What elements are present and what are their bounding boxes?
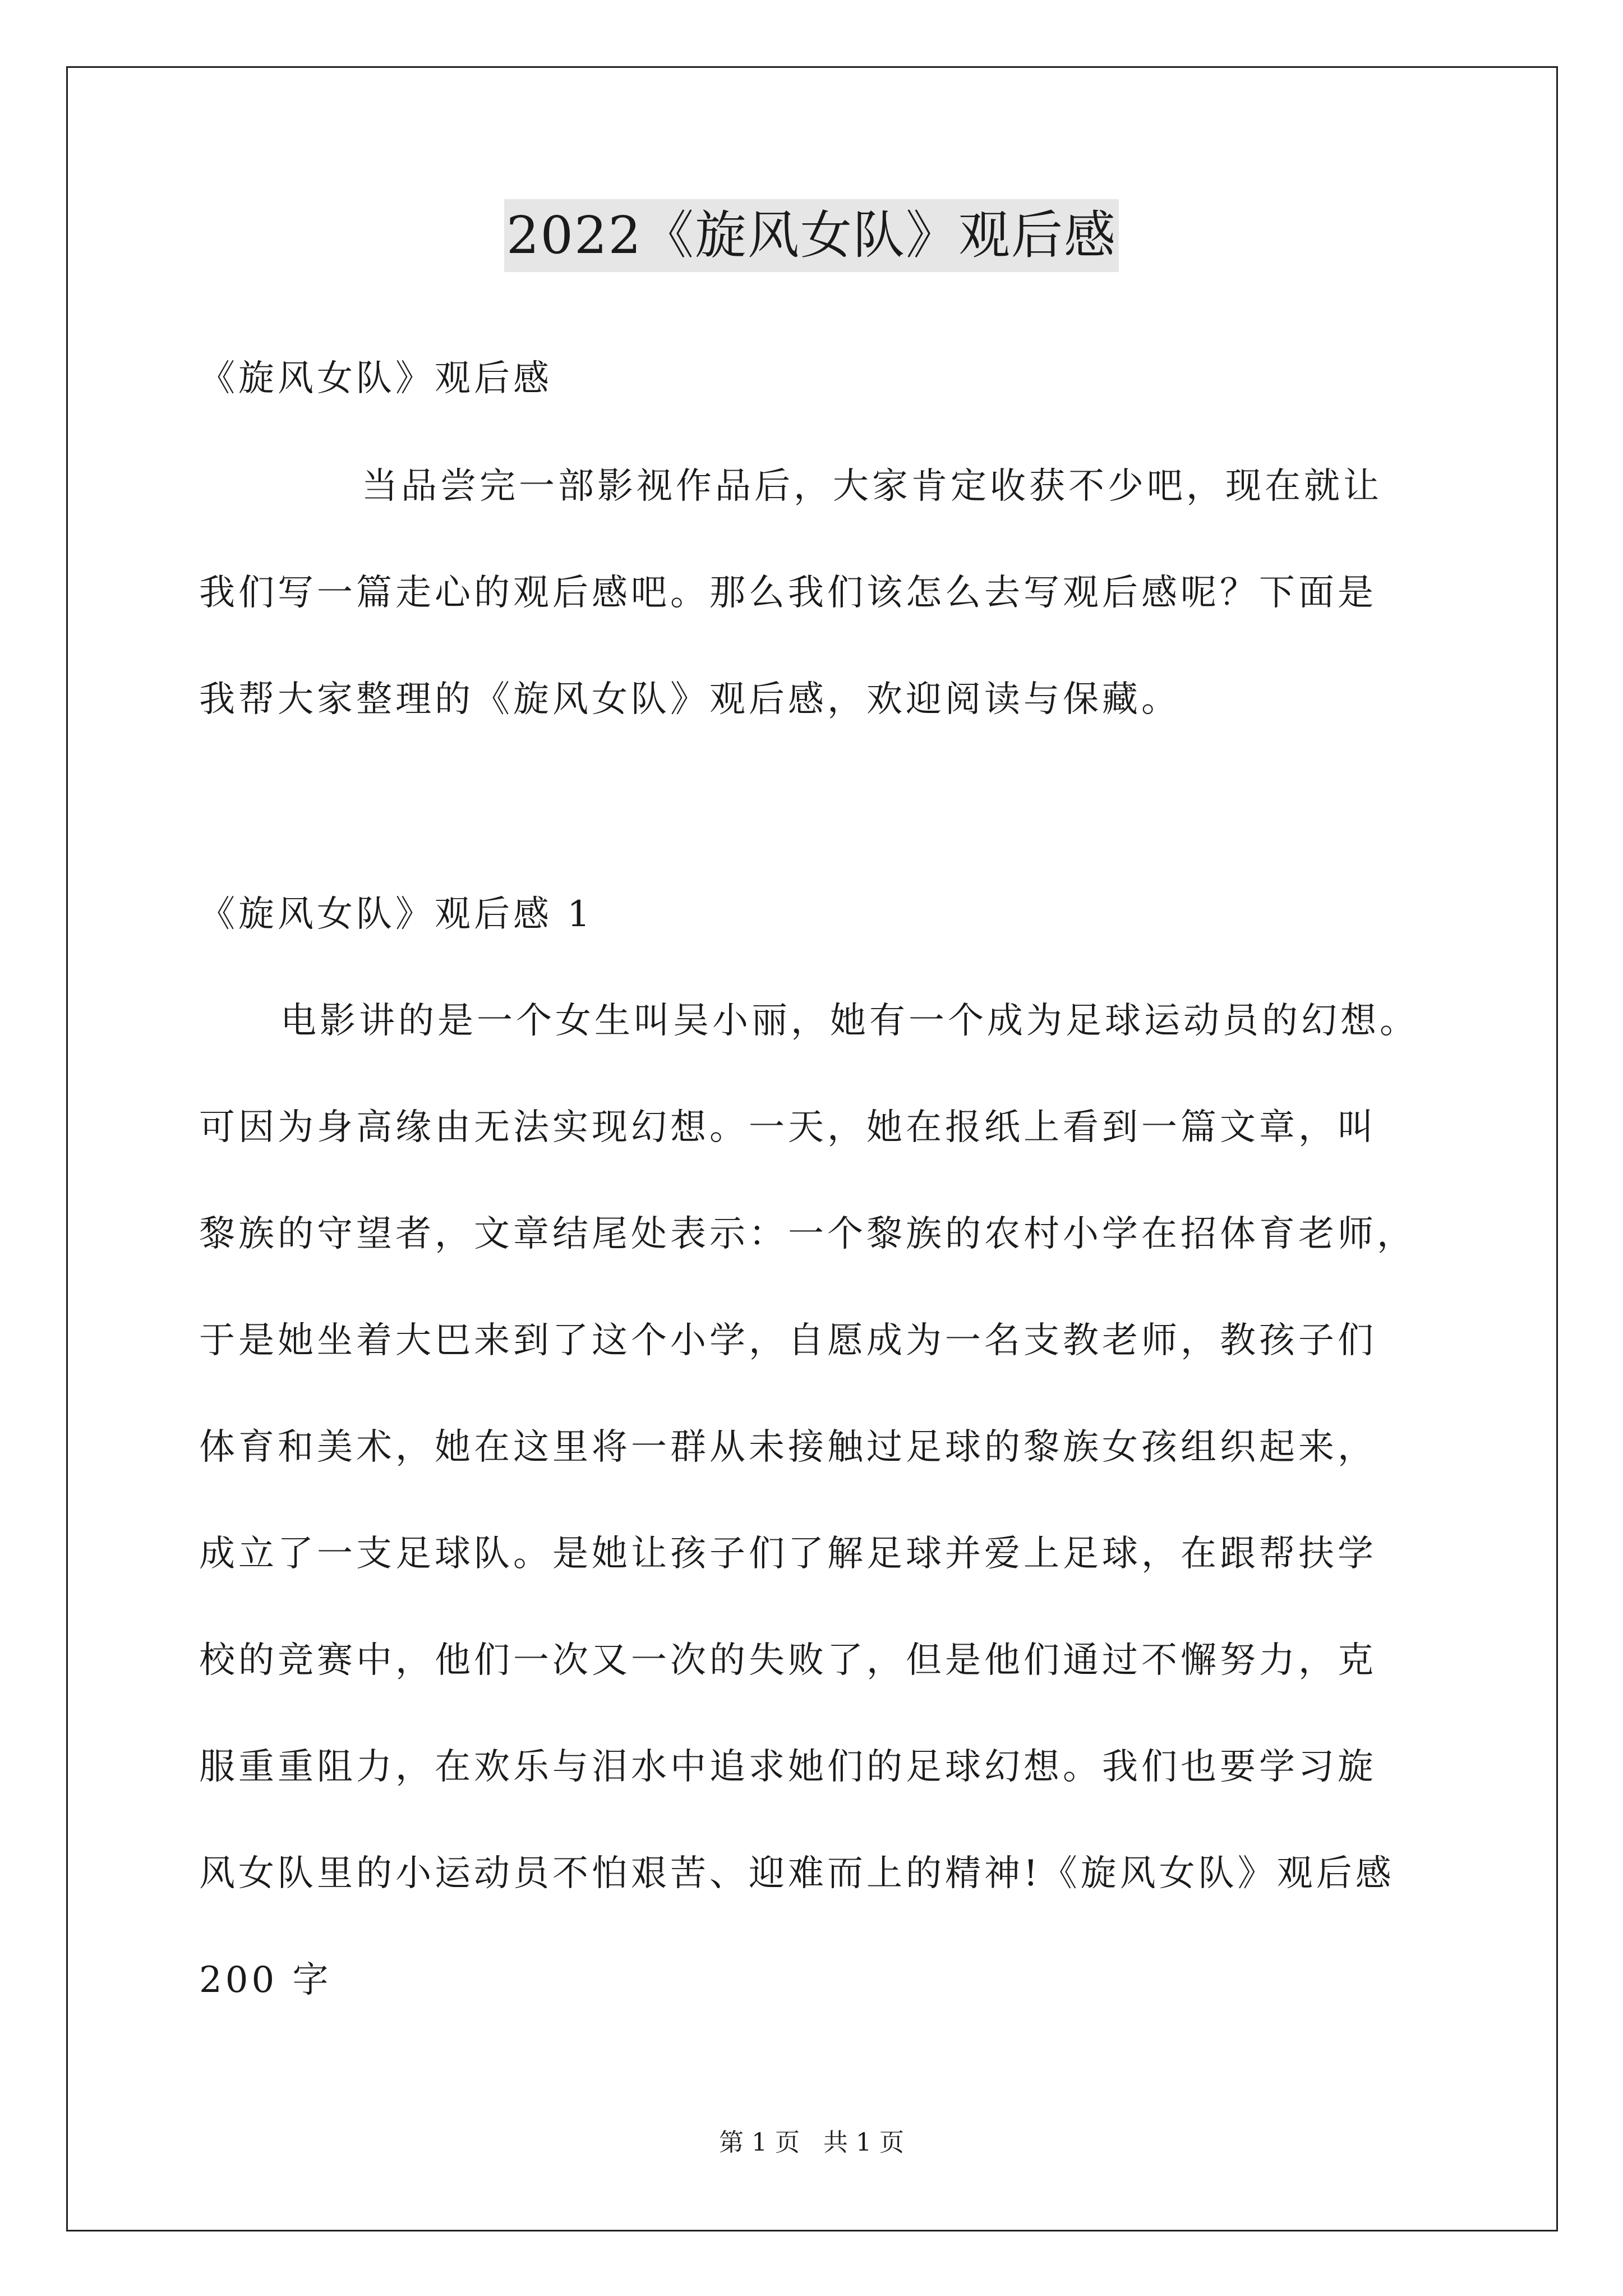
intro-line: 我们写一篇走心的观后感吧。那么我们该怎么去写观后感呢？下面是	[199, 572, 1377, 614]
body-line: 服重重阻力，在欢乐与泪水中追求她们的足球幻想。我们也要学习旋	[199, 1746, 1377, 1788]
body-line: 体育和美术，她在这里将一群从未接触过足球的黎族女孩组织起来，	[199, 1427, 1377, 1468]
body-line: 校的竞赛中，他们一次又一次的失败了，但是他们通过不懈努力，克	[199, 1640, 1377, 1681]
page-footer	[0, 2126, 1623, 2160]
page-number: 第 1 页	[719, 2128, 800, 2157]
body-line: 200 字	[199, 1959, 332, 2001]
title-block	[0, 199, 1623, 272]
body-line: 可因为身高缘由无法实现幻想。一天，她在报纸上看到一篇文章，叫	[199, 1107, 1377, 1148]
section-heading: 《旋风女队》观后感 1	[199, 894, 594, 935]
body-line: 风女队里的小运动员不怕艰苦、迎难而上的精神!《旋风女队》观后感	[199, 1853, 1395, 1894]
body-line: 电影讲的是一个女生叫吴小丽，她有一个成为足球运动员的幻想。	[280, 1000, 1419, 1042]
intro-line: 我帮大家整理的《旋风女队》观后感，欢迎阅读与保藏。	[199, 679, 1181, 720]
intro-line: 当品尝完一部影视作品后，大家肯定收获不少吧，现在就让	[362, 466, 1382, 507]
page-total: 共 1 页	[823, 2128, 904, 2157]
body-line: 黎族的守望者，文章结尾处表示：一个黎族的农村小学在招体育老师，	[199, 1213, 1416, 1255]
document-title: 2022《旋风女队》观后感	[504, 199, 1119, 272]
body-line: 于是她坐着大巴来到了这个小学，自愿成为一名支教老师，教孩子们	[199, 1320, 1377, 1361]
subtitle: 《旋风女队》观后感	[199, 358, 552, 399]
body-line: 成立了一支足球队。是她让孩子们了解足球并爱上足球，在跟帮扶学	[199, 1533, 1377, 1575]
